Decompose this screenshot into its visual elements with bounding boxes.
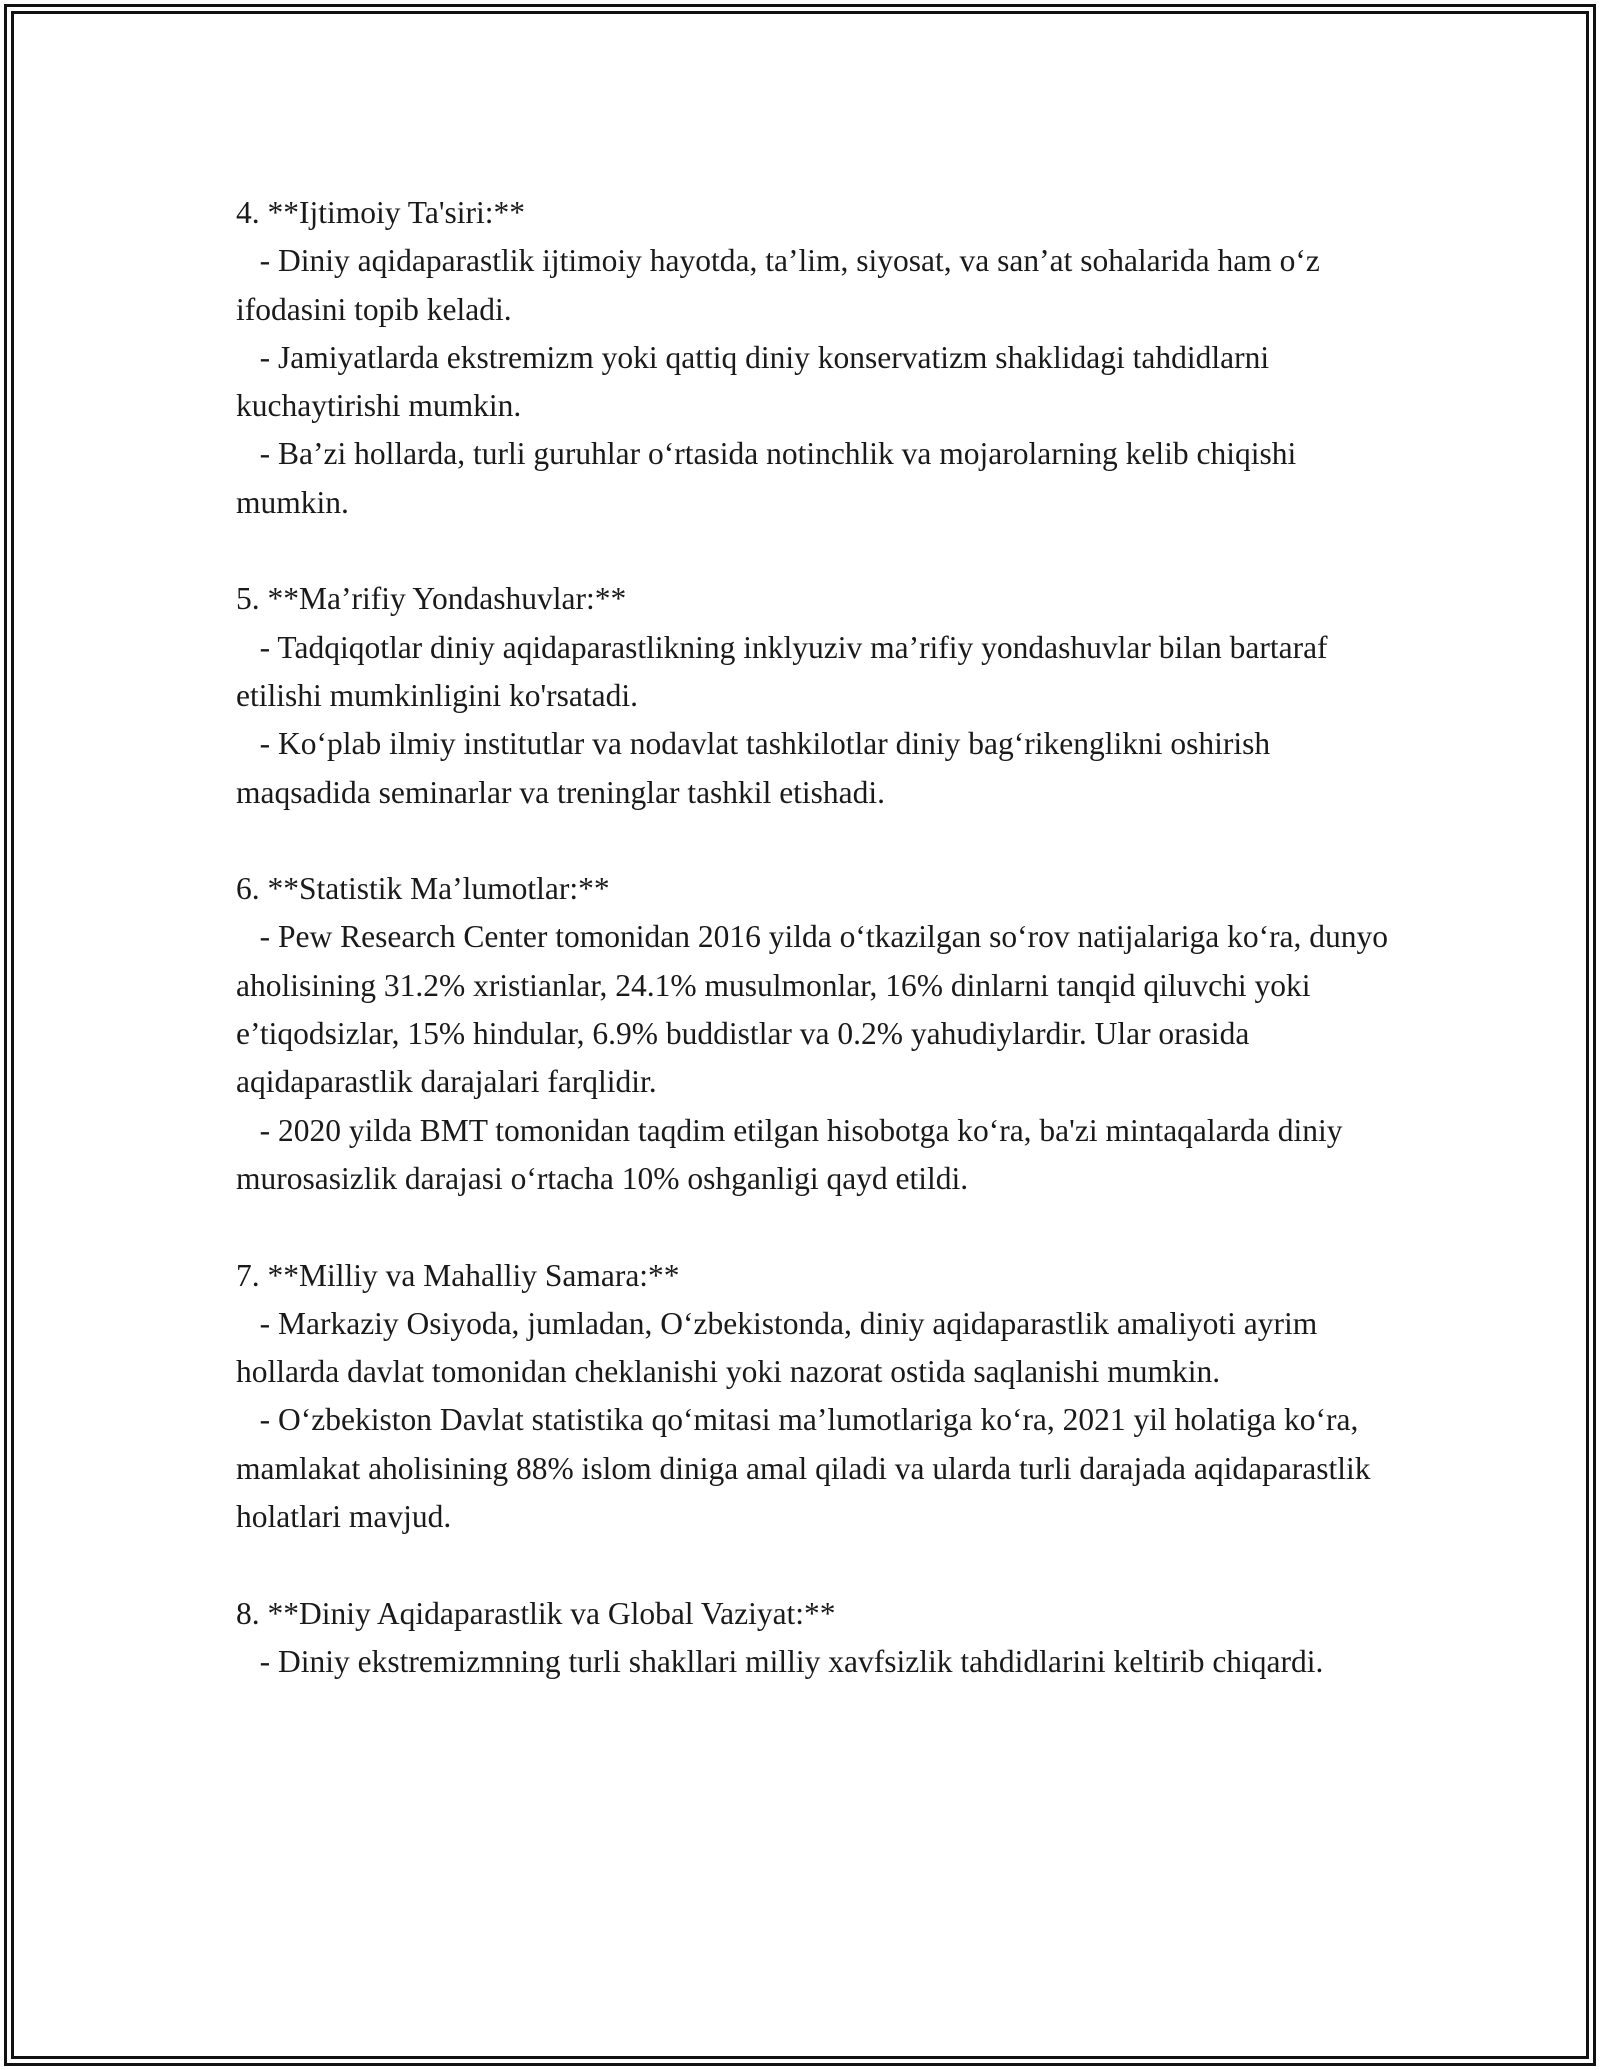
section-heading: 8. **Diniy Aqidaparastlik va Global Vaziyat:** [236, 1595, 836, 1631]
list-item: - Pew Research Center tomonidan 2016 yilda o‘tkazilgan so‘rov natijalariga ko‘ra, dunyo aholisining 31.2% xristianlar, 24.1% musulmonlar, 16% dinlarni tanqid qiluvchi yoki e’tiqodsizlar, 15% hindular, 6.9% buddistlar va 0.2% yahudiylardir. Ular orasida aqidaparastlik darajalari farqlidir. [236, 919, 1396, 1100]
section-global-situation [236, 1590, 1396, 1687]
section-spacer [236, 1541, 1396, 1589]
section-spacer [236, 1203, 1396, 1251]
document-body [236, 189, 1396, 1686]
section-spacer [236, 527, 1396, 575]
list-item: - Jamiyatlarda ekstremizm yoki qattiq diniy konservatizm shaklidagi tahdidlarni kuchaytirishi mumkin. [236, 339, 1277, 424]
list-item: - Diniy ekstremizmning turli shakllari milliy xavfsizlik tahdidlarini keltirib chiqardi. [236, 1643, 1324, 1679]
section-spacer [236, 817, 1396, 865]
section-national-local-impact [236, 1252, 1396, 1542]
section-educational-approaches [236, 575, 1396, 816]
section-social-impact [236, 189, 1396, 527]
list-item: - Markaziy Osiyoda, jumladan, O‘zbekistonda, diniy aqidaparastlik amaliyoti ayrim hollarda davlat tomonidan cheklanishi yoki nazorat ostida saqlanishi mumkin. [236, 1305, 1326, 1390]
section-heading: 4. **Ijtimoiy Ta'siri:** [236, 195, 526, 230]
list-item: - O‘zbekiston Davlat statistika qo‘mitasi ma’lumotlariga ko‘ra, 2021 yil holatiga ko‘ra, mamlakat aholisining 88% islom diniga amal qiladi va ularda turli darajada aqidaparastlik holatlari mavjud. [236, 1402, 1379, 1535]
list-item: - 2020 yilda BMT tomonidan taqdim etilgan hisobotga ko‘ra, ba'zi mintaqalarda diniy murosasizlik darajasi o‘rtacha 10% oshganligi qayd etildi. [236, 1112, 1351, 1196]
list-item: - Diniy aqidaparastlik ijtimoiy hayotda, ta’lim, siyosat, va san’at sohalarida ham o‘z ifodasini topib keladi. [236, 243, 1328, 327]
list-item: - Tadqiqotlar diniy aqidaparastlikning inklyuziv ma’rifiy yondashuvlar bilan bartaraf etilishi mumkinligini ko'rsatadi. [236, 629, 1336, 713]
section-statistics [236, 865, 1396, 1203]
section-heading: 7. **Milliy va Mahalliy Samara:** [236, 1257, 680, 1293]
section-heading: 5. **Ma’rifiy Yondashuvlar:** [236, 581, 627, 617]
list-item: - Ko‘plab ilmiy institutlar va nodavlat tashkilotlar diniy bag‘rikenglikni oshirish maqsadida seminarlar va treninglar tashkil etishadi. [236, 726, 1278, 810]
section-heading: 6. **Statistik Ma’lumotlar:** [236, 871, 610, 907]
list-item: - Ba’zi hollarda, turli guruhlar o‘rtasida notinchlik va mojarolarning kelib chiqishi mumkin. [236, 436, 1305, 520]
